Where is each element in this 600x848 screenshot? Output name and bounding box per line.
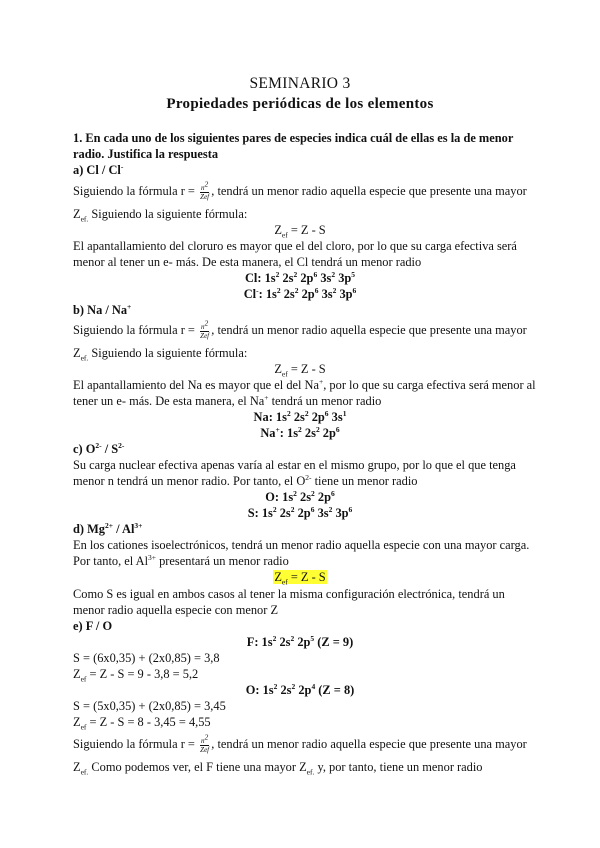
section-d-paragraph-2: Por tanto, el $Al^{3+}$ presentará un menor radio: [73, 552, 289, 568]
section-b-zef-line: $Z_{ef.}$ Siguiendo la siguiente fórmula:: [73, 346, 248, 363]
section-a-heading: a) Cl / Cl-: [73, 161, 124, 177]
section-c-config-s: S: $1s^2$ $2s^2$ $2p^6$ $3s^2$ $3p^6$: [247, 504, 353, 520]
radius-fraction: $\frac{n^2}{\text{Zef}}$: [200, 179, 210, 201]
page-subtitle: Propiedades periódicas de los elementos: [166, 96, 434, 112]
section-a-formula-line: Siguiendo la fórmula r = $\frac{n^2}{\text{Zef}}$ , tendrá un menor radio aquella especie que presente una mayor: [73, 179, 527, 201]
page-title: SEMINARIO 3: [249, 75, 351, 92]
section-d-paragraph-1: En los cationes isoelectrónicos, tendrá un menor radio aquella especie con una mayor carga.: [73, 538, 530, 552]
highlighted-equation: $Z_{ef} = Z - S$: [274, 570, 326, 587]
section-d-paragraph-4: menor radio aquella especie con menor Z: [73, 603, 279, 617]
section-e-conclusion: $Z_{ef.}$ Como podemos ver, el F tiene una mayor $Z_{ef.}$ y, por tanto, tiene un menor radio: [73, 760, 483, 777]
section-a-zef-equation: $Z_{ef} = Z - S$: [274, 223, 326, 240]
question-1-line-2: radio. Justifica la respuesta: [73, 147, 219, 161]
section-e-o-zef: $Z_{ef} = Z - S = 8 - 3,45 = 4,55$: [73, 715, 211, 732]
section-e-f-zef: $Z_{ef} = Z - S = 9 - 3,8 = 5,2$: [73, 667, 199, 684]
section-e-f-screening: S = (6x0,35) + (2x0,85) = 3,8: [73, 651, 220, 665]
section-d-heading: d) $Mg^{2+} / Al^{3+}$: [73, 520, 143, 536]
section-b-config-na: Na: $1s^2$ $2s^2$ $2p^6$ $3s^1$: [253, 408, 347, 424]
section-b-paragraph-2: tener un e- más. De esta manera, el Na+ tendrá un menor radio: [73, 392, 382, 408]
section-b-zef-equation: $Z_{ef} = Z - S$: [274, 362, 326, 379]
section-a-zef-line: $Z_{ef.}$ Siguiendo la siguiente fórmula:: [73, 207, 248, 224]
question-1-line-1: 1. En cada uno de los siguientes pares de especies indica cuál de ellas es la de menor: [73, 131, 514, 145]
section-e-heading: e) F / O: [73, 619, 113, 633]
section-c-paragraph-2: menor n tendrá un menor radio. Por tanto, el $O^{2-}$ tiene un menor radio: [73, 472, 418, 488]
section-d-zef-equation: [0, 569, 600, 585]
section-b-paragraph-1: El apantallamiento del Na es mayor que el del Na+, por lo que su carga efectiva será menor al: [73, 376, 536, 392]
section-b-heading: b) Na / Na+: [73, 301, 132, 317]
section-a-paragraph-1: El apantallamiento del cloruro es mayor que el del cloro, por lo que su carga efectiva será: [73, 239, 517, 253]
section-c-paragraph-1: Su carga nuclear efectiva apenas varía al estar en el mismo grupo, por lo que el que tenga: [73, 458, 516, 472]
section-b-config-na-cation: Na+: $1s^2$ $2s^2$ $2p^6$: [260, 424, 340, 440]
section-d-paragraph-3: Como S es igual en ambos casos al tener la misma configuración electrónica, tendrá un: [73, 587, 505, 601]
section-e-formula-line: Siguiendo la fórmula r = $\frac{n^2}{\text{Zef}}$ , tendrá un menor radio aquella especie que presente una mayor: [73, 732, 527, 754]
section-a-config-cl-anion: Cl-: $1s^2$ $2s^2$ $2p^6$ $3s^2$ $3p^6$: [243, 285, 357, 301]
radius-fraction: $\frac{n^2}{\text{Zef}}$: [200, 318, 210, 340]
section-e-config-o: O: $1s^2$ $2s^2$ $2p^4$ (Z = 8): [245, 681, 355, 697]
section-c-heading: c) $O^{2-} / S^{2-}$: [73, 440, 125, 456]
section-b-formula-line: Siguiendo la fórmula r = $\frac{n^2}{\text{Zef}}$ , tendrá un menor radio aquella especie que presente una mayor: [73, 318, 527, 340]
radius-fraction: $\frac{n^2}{\text{Zef}}$: [200, 732, 210, 754]
section-e-o-screening: S = (5x0,35) + (2x0,85) = 3,45: [73, 699, 226, 713]
section-c-config-o: O: $1s^2$ $2s^2$ $2p^6$: [265, 488, 335, 504]
section-e-config-f: F: $1s^2$ $2s^2$ $2p^5$ (Z = 9): [246, 633, 354, 649]
section-a-paragraph-2: menor al tener un e- más. De esta manera, el Cl tendrá un menor radio: [73, 255, 422, 269]
section-a-config-cl: Cl: $1s^2$ $2s^2$ $2p^6$ $3s^2$ $3p^5$: [244, 269, 356, 285]
